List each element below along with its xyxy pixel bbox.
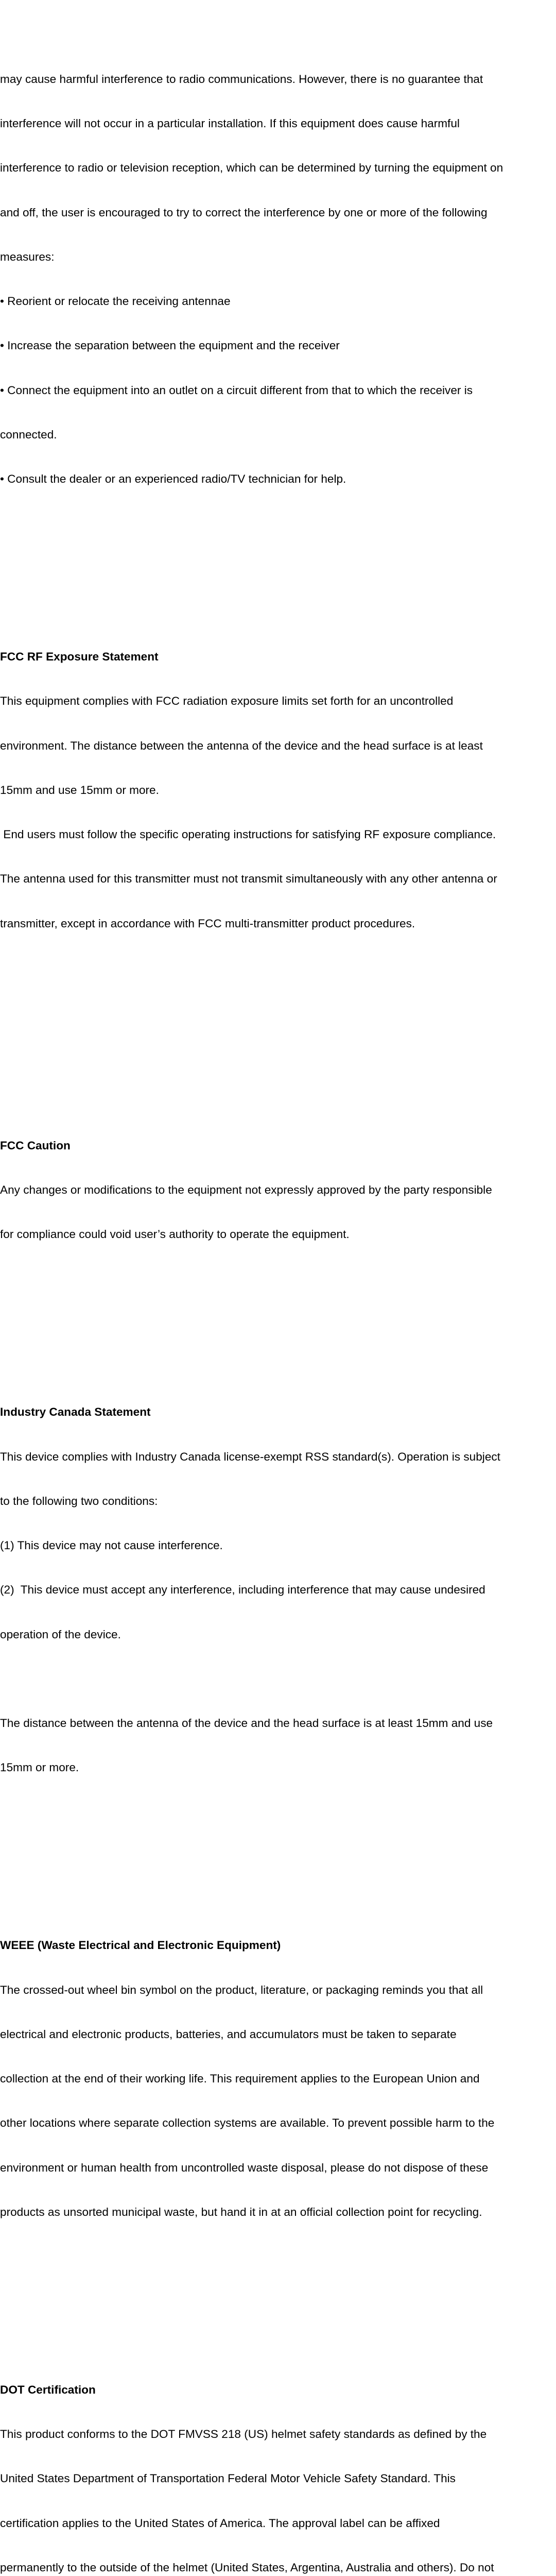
distance-note-line: 15mm or more. xyxy=(0,1761,79,1774)
fcc-caution-section xyxy=(0,1109,556,1272)
industry-canada-line: (1) This device may not cause interference. xyxy=(0,1539,223,1552)
distance-note-line: The distance between the antenna of the device and the head surface is at least 15mm and use xyxy=(0,1717,493,1730)
fcc-caution-heading: FCC Caution xyxy=(0,1139,71,1152)
intro-line: and off, the user is encouraged to try to correct the interference by one or more of the following xyxy=(0,206,488,219)
weee-line: electrical and electronic products, batteries, and accumulators must be taken to separate xyxy=(0,2027,457,2041)
weee-section xyxy=(0,1909,556,2249)
rf-exposure-heading: FCC RF Exposure Statement xyxy=(0,650,159,663)
spacer xyxy=(0,1005,556,1020)
spacer xyxy=(0,1316,556,1331)
measure-bullet: connected. xyxy=(0,428,57,441)
fcc-caution-line: Any changes or modifications to the equipment not expressly approved by the party responsible xyxy=(0,1183,492,1196)
industry-canada-line: to the following two conditions: xyxy=(0,1494,158,1507)
rf-exposure-section xyxy=(0,620,556,961)
industry-canada-heading: Industry Canada Statement xyxy=(0,1405,151,1419)
weee-line: environment or human health from uncontrolled waste disposal, please do not dispose of these xyxy=(0,2161,489,2174)
dot-section xyxy=(0,2353,556,2576)
weee-line: other locations where separate collection systems are available. To prevent possible harm to the xyxy=(0,2116,495,2130)
industry-canada-line: (2) This device must accept any interference, including interference that may cause undesired xyxy=(0,1583,485,1597)
spacer xyxy=(0,561,556,576)
rf-exposure-line: This equipment complies with FCC radiation exposure limits set forth for an uncontrolled xyxy=(0,694,454,708)
industry-canada-line: This device complies with Industry Canada license-exempt RSS standard(s). Operation is subject xyxy=(0,1450,500,1463)
industry-canada-section xyxy=(0,1376,556,1805)
dot-heading: DOT Certification xyxy=(0,2383,96,2396)
weee-line: products as unsorted municipal waste, but hand it in at an official collection point for recycling. xyxy=(0,2205,482,2218)
intro-line: interference will not occur in a particular installation. If this equipment does cause harmful xyxy=(0,117,460,130)
dot-line: permanently to the outside of the helmet (United States, Argentina, Australia and others). Do not xyxy=(0,2561,494,2574)
rf-exposure-line: The antenna used for this transmitter must not transmit simultaneously with any other antenna or xyxy=(0,872,497,886)
measure-bullet: • Increase the separation between the equipment and the receiver xyxy=(0,339,340,352)
dot-line: This product conforms to the DOT FMVSS 218 (US) helmet safety standards as defined by the xyxy=(0,2428,487,2441)
fcc-caution-line: for compliance could void user’s authority to operate the equipment. xyxy=(0,1228,350,1241)
intro-line: measures: xyxy=(0,250,55,263)
spacer xyxy=(0,1672,556,1687)
rf-exposure-line: 15mm and use 15mm or more. xyxy=(0,783,159,796)
spacer xyxy=(0,1850,556,1865)
weee-line: The crossed-out wheel bin symbol on the product, literature, or packaging reminds you that all xyxy=(0,1983,483,1996)
intro-section xyxy=(0,42,556,516)
intro-line: may cause harmful interference to radio communications. However, there is no guarantee that xyxy=(0,72,483,86)
rf-exposure-line: End users must follow the specific operating instructions for satisfying RF exposure compliance. xyxy=(0,828,496,841)
dot-line: United States Department of Transportation Federal Motor Vehicle Safety Standard. This xyxy=(0,2472,456,2485)
weee-heading: WEEE (Waste Electrical and Electronic Equipment) xyxy=(0,1939,281,1952)
weee-line: collection at the end of their working life. This requirement applies to the European Union and xyxy=(0,2072,480,2085)
industry-canada-line: operation of the device. xyxy=(0,1628,121,1641)
intro-line: interference to radio or television reception, which can be determined by turning the equipment on xyxy=(0,161,503,175)
dot-line: certification applies to the United States of America. The approval label can be affixed xyxy=(0,2516,440,2530)
measure-bullet: • Consult the dealer or an experienced radio/TV technician for help. xyxy=(0,472,346,485)
spacer xyxy=(0,2294,556,2309)
rf-exposure-line: transmitter, except in accordance with FCC multi-transmitter product procedures. xyxy=(0,917,415,930)
rf-exposure-line: environment. The distance between the antenna of the device and the head surface is at least xyxy=(0,739,483,752)
spacer xyxy=(0,1049,556,1064)
measure-bullet: • Reorient or relocate the receiving antennae xyxy=(0,295,231,308)
measure-bullet: • Connect the equipment into an outlet on a circuit different from that to which the receiver is xyxy=(0,383,473,397)
